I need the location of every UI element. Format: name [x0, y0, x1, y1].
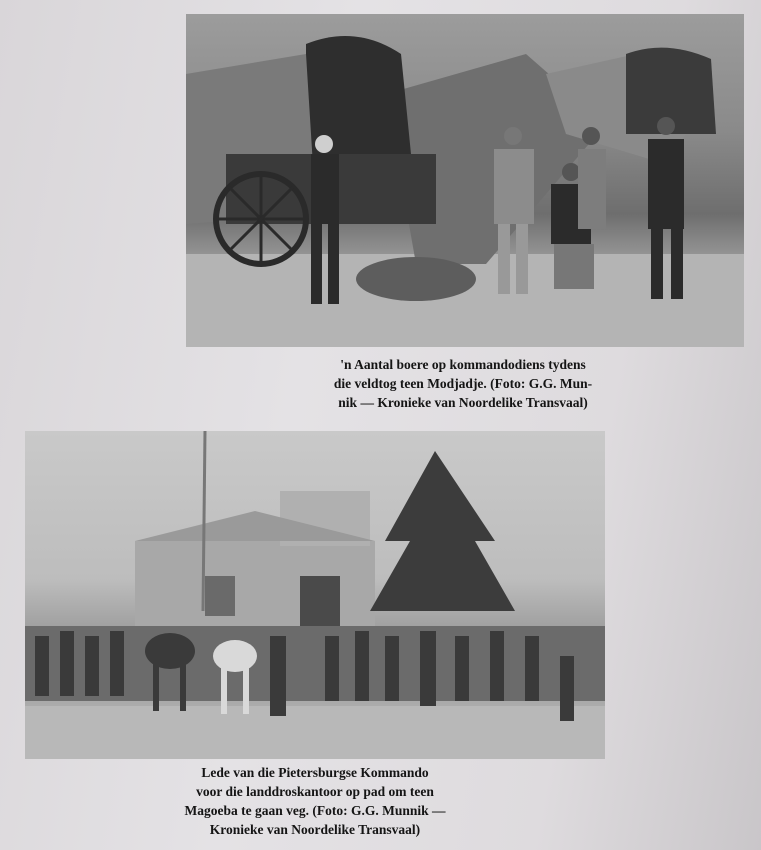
caption-line: Lede van die Pietersburgse Kommando [201, 765, 429, 780]
photo-boers-on-commando [186, 14, 744, 347]
caption-boers-on-commando [278, 355, 648, 412]
photo-commando-illustration [25, 431, 605, 759]
caption-pietersburg-commando [130, 763, 500, 839]
caption-line: Magoeba te gaan veg. (Foto: G.G. Munnik — [184, 803, 446, 818]
caption-line: 'n Aantal boere op kommandodiens tydens [340, 357, 586, 372]
caption-line: voor die landdroskantoor op pad om teen [196, 784, 434, 799]
caption-line: die veldtog teen Modjadje. (Foto: G.G. Mun- [333, 376, 593, 391]
caption-line: Kronieke van Noordelike Transvaal) [209, 822, 421, 837]
photo-pietersburg-commando [25, 431, 605, 759]
photo-boers-illustration [186, 14, 744, 347]
caption-line: nik — Kronieke van Noordelike Transvaal) [338, 395, 588, 410]
